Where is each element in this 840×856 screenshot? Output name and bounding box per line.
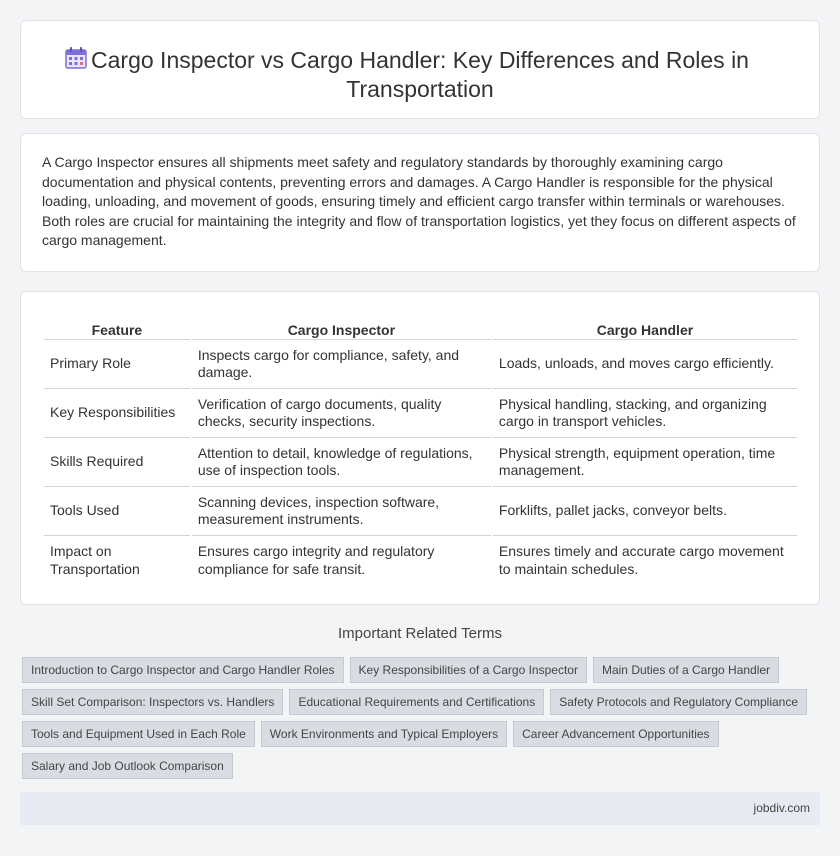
table-cell: Scanning devices, inspection software, measurement instruments. [192,487,491,536]
related-terms-heading: Important Related Terms [338,625,502,642]
table-cell: Ensures cargo integrity and regulatory compliance for safe transit. [197,543,435,577]
related-term-tag[interactable]: Work Environments and Typical Employers [261,721,507,747]
related-term-tag[interactable]: Tools and Equipment Used in Each Role [22,721,255,747]
related-term-tag[interactable]: Career Advancement Opportunities [513,721,718,747]
table-cell: Physical strength, equipment operation, time management. [493,438,797,487]
table-cell: Physical handling, stacking, and organizing cargo in transport vehicles. [493,389,797,438]
header-cargo-inspector: Cargo Inspector [192,318,491,340]
table-cell: Verification of cargo documents, quality checks, security inspections. [192,389,491,438]
table-row [44,340,797,389]
table-cell: Tools Used [44,487,190,536]
table-row [44,389,797,438]
related-term-tag[interactable]: Salary and Job Outlook Comparison [22,753,233,779]
related-term-tag[interactable]: Educational Requirements and Certifications [289,689,544,715]
related-term-tag[interactable]: Introduction to Cargo Inspector and Cargo Handler Roles [22,657,344,683]
title-card [20,20,820,119]
comparison-table [42,318,799,585]
related-term-tag[interactable]: Main Duties of a Cargo Handler [593,657,779,683]
table-cell: Primary Role [44,340,190,389]
related-term-tag[interactable]: Key Responsibilities of a Cargo Inspector [350,657,587,683]
table-cell: Attention to detail, knowledge of regulations, use of inspection tools. [192,438,491,487]
table-cell: Key Responsibilities [44,389,190,438]
table-cell: Skills Required [44,438,190,487]
related-term-tag[interactable]: Skill Set Comparison: Inspectors vs. Handlers [22,689,283,715]
related-terms-list [22,657,812,779]
footer-bar [20,792,820,825]
page-title: Cargo Inspector vs Cargo Handler: Key Differences and Roles in Transportation [91,47,749,102]
intro-card [20,133,820,272]
table-row [44,536,797,585]
related-term-tag[interactable]: Safety Protocols and Regulatory Compliance [550,689,807,715]
comparison-table-card [20,291,820,605]
table-header-row [44,318,797,340]
table-cell: Forklifts, pallet jacks, conveyor belts. [493,487,797,536]
header-feature: Feature [44,318,190,340]
footer-site-link[interactable]: jobdiv.com [753,801,810,815]
header-cargo-handler: Cargo Handler [493,318,797,340]
table-row [44,487,797,536]
table-cell: Impact on Transportation [50,543,140,577]
intro-paragraph: A Cargo Inspector ensures all shipments meet safety and regulatory standards by thoroughly examining cargo documentation and physical contents, preventing errors and damages. A Cargo Handler is responsible for the physical loading, unloading, and movement of goods, ensuring timely and efficient cargo transfer within terminals or warehouses. Both roles are crucial for maintaining the integrity and flow of transportation logistics, yet they focus on different aspects of cargo management. [42,154,796,249]
table-row [44,438,797,487]
table-cell: Ensures timely and accurate cargo movement to maintain schedules. [498,543,784,577]
table-cell: Inspects cargo for compliance, safety, and damage. [192,340,491,389]
table-cell: Loads, unloads, and moves cargo efficiently. [493,340,797,389]
